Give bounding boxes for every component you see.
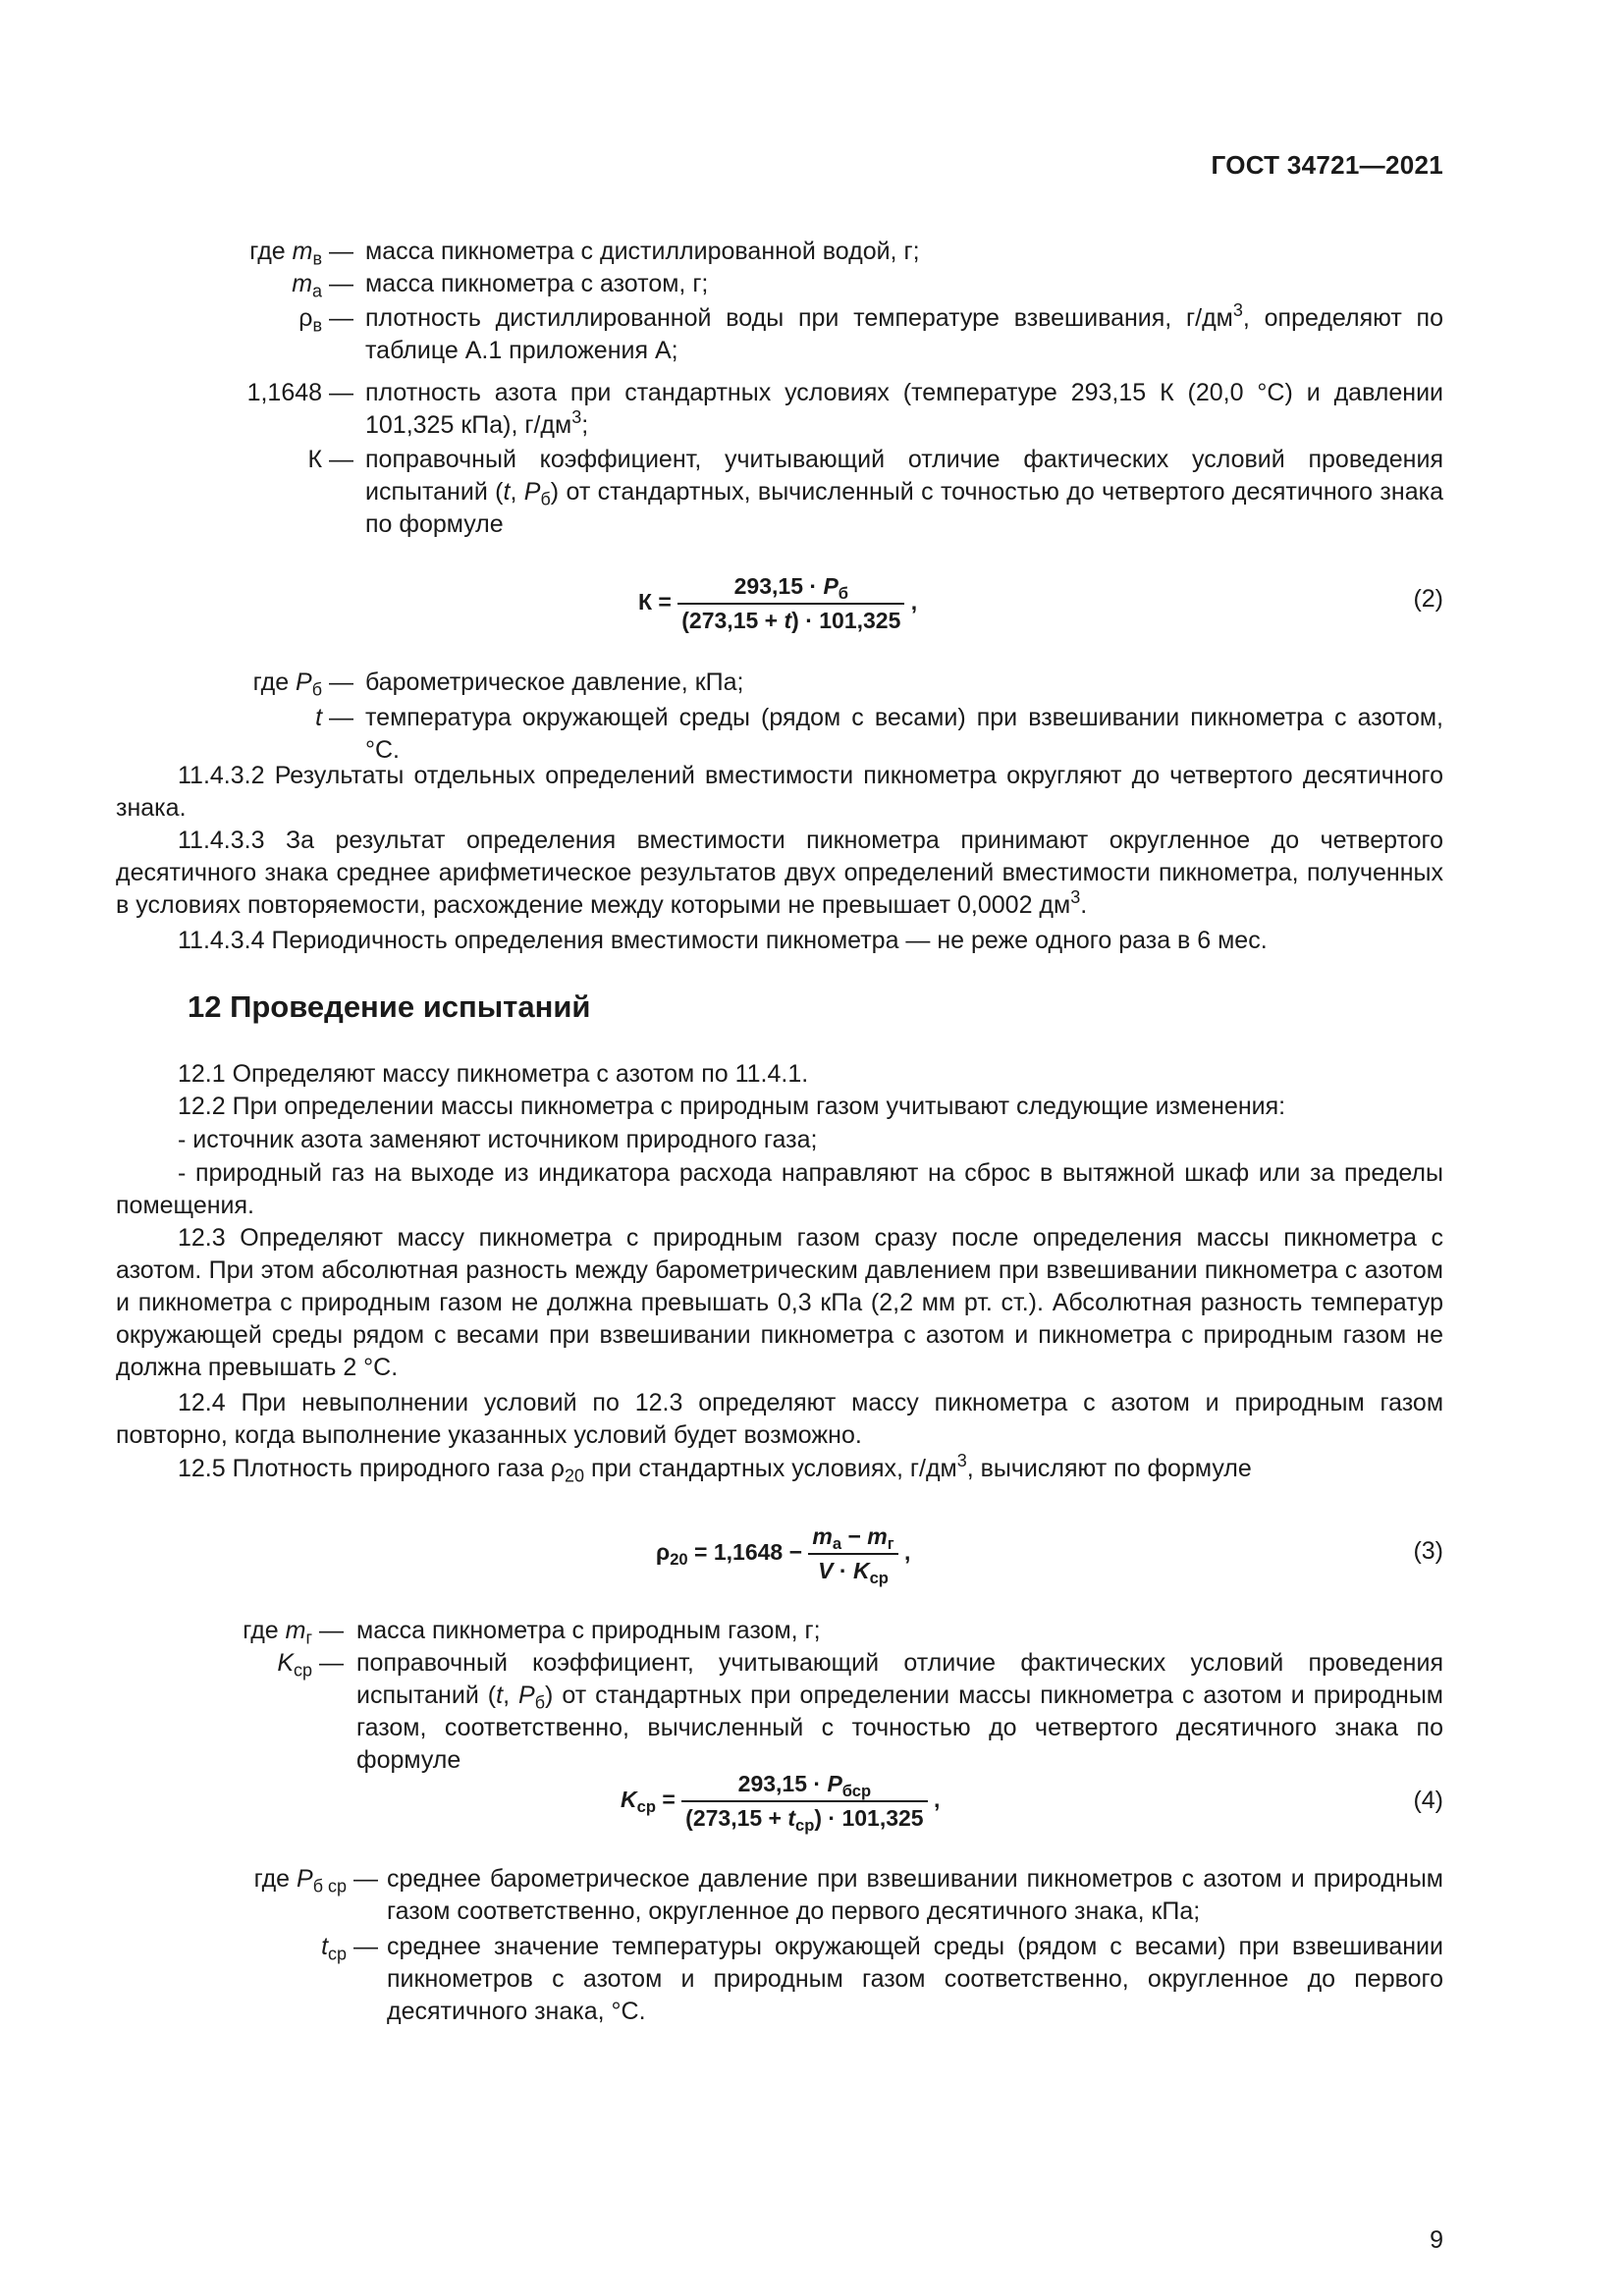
paragraph-12-4: 12.4 При невыполнении условий по 12.3 определяют массу пикнометра с азотом и природным газом повторно, когда выполнение указанных условий будет возможно. bbox=[116, 1389, 1443, 1449]
definition-m-g: где $m_г$ — масса пикнометра с природным газом, г; bbox=[116, 1615, 1443, 1647]
formula-4: $K_{ср}$ = $\frac{293,15 \cdot P_{бср}}{(273,15 + t_{ср}) \cdot 101,325}$ , bbox=[621, 1771, 941, 1835]
definition-text: масса пикнометра с природным газом, г; bbox=[356, 1617, 821, 1644]
definition-text: поправочный коэффициент, учитывающий отличие фактических условий проведения испытаний (t, $P_б$) от стандартных, вычисленный с точностью до четвертого десятичного знака по формуле bbox=[365, 446, 1443, 538]
definition-text: плотность азота при стандартных условиях (температуре 293,15 К (20,0 °С) и давлении 101,325 кПа), $г/дм^3$; bbox=[365, 379, 1443, 439]
equation-number-2: (2) bbox=[1413, 585, 1443, 613]
definition-k: К — поправочный коэффициент, учитывающий отличие фактических условий проведения испытаний (t, $P_б$) от стандартных, вычисленный с точностью до четвертого десятичного знака по формуле bbox=[116, 444, 1443, 542]
paragraph-12-3: 12.3 Определяют массу пикнометра с природным газом сразу после определения массы пикнометра с азотом. При этом абсолютная разность между барометрическим давлением при взвешивании пикнометра с азотом и пикнометра с природным газом не должна превышать 0,3 кПа (2,2 мм рт. ст.). Абсолютная разность температур окружающей среды рядом с весами при взвешивании пикнометра с азотом и пикнометра с природным газом не должна превышать 2 °С. bbox=[116, 1224, 1443, 1381]
page-number: 9 bbox=[1430, 2226, 1443, 2254]
definition-p-b-sr: где $P_{б ср}$ — среднее барометрическое давление при взвешивании пикнометров с азотом и природным газом соответственно, округленное до первого десятичного знака, кПа; bbox=[116, 1863, 1443, 1928]
definition-text: барометрическое давление, кПа; bbox=[365, 668, 744, 696]
equation-number-3: (3) bbox=[1413, 1537, 1443, 1565]
section-heading-12: 12 Проведение испытаний bbox=[188, 989, 591, 1024]
definition-p-b: где $P_б$ — барометрическое давление, кПа; bbox=[116, 667, 1443, 699]
definition-t: t — температура окружающей среды (рядом с весами) при взвешивании пикнометра с азотом, °С. bbox=[116, 702, 1443, 734]
paragraph-11-4-3-4: 11.4.3.4 Периодичность определения вместимости пикнометра — не реже одного раза в 6 мес. bbox=[178, 927, 1268, 954]
definition-text: температура окружающей среды (рядом с весами) при взвешивании пикнометра с азотом, °С. bbox=[365, 704, 1443, 764]
paragraph-12-5: 12.5 Плотность природного газа $\rho_{20}$ при стандартных условиях, $г/дм^3$, вычисляют по формуле bbox=[178, 1451, 1252, 1486]
definition-nitrogen-density: 1,1648 — плотность азота при стандартных условиях (температуре 293,15 К (20,0 °С) и давлении 101,325 кПа), $г/дм^3$; bbox=[116, 377, 1443, 442]
paragraph-12-1: 12.1 Определяют массу пикнометра с азотом по 11.4.1. bbox=[178, 1060, 809, 1088]
paragraph-11-4-3-3: 11.4.3.3 За результат определения вместимости пикнометра принимают округленное до четвертого десятичного знака среднее арифметическое результатов двух определений вместимости пикнометра, полученных в условиях повторяемости, расхождение между которыми не превышает 0,0002 $дм^3$. bbox=[116, 827, 1443, 919]
list-item: - природный газ на выходе из индикатора расхода направляют на сброс в вытяжной шкаф или за пределы помещения. bbox=[116, 1159, 1443, 1219]
definition-m-a: $m_а$ — масса пикнометра с азотом, г; bbox=[116, 268, 1443, 300]
formula-3-fraction: $\frac{m_а - m_г}{V \cdot K_{ср}}$ bbox=[808, 1523, 897, 1584]
definition-text: среднее значение температуры окружающей среды (рядом с весами) при взвешивании пикнометров с азотом и природным газом соответственно, округленное до первого десятичного знака, °С. bbox=[387, 1933, 1443, 2025]
definition-t-sr: $t_{ср}$ — среднее значение температуры окружающей среды (рядом с весами) при взвешивании пикнометров с азотом и природным газом соответственно, округленное до первого десятичного знака, °С. bbox=[116, 1931, 1443, 2029]
formula-2-fraction: $\frac{293,15 \cdot P_б}{(273,15 + t) \cdot 101,325}$ bbox=[677, 573, 904, 634]
definition-text: плотность дистиллированной воды при температуре взвешивания, $г/дм^3$, определяют по таблице А.1 приложения А; bbox=[365, 300, 1443, 364]
definition-text: поправочный коэффициент, учитывающий отличие фактических условий проведения испытаний (t, $P_б$) от стандартных при определении массы пикнометра с азотом и природным газом, соответственно, вычисленный с точностью до четвертого десятичного знака по формуле bbox=[356, 1649, 1443, 1774]
list-item: - источник азота заменяют источником природного газа; bbox=[178, 1126, 818, 1153]
definition-k-sr: $K_{ср}$ — поправочный коэффициент, учитывающий отличие фактических условий проведения испытаний (t, $P_б$) от стандартных при определении массы пикнометра с азотом и природным газом, соответственно, вычисленный с точностью до четвертого десятичного знака по формуле bbox=[116, 1647, 1443, 1745]
definition-rho-v: $\rho_в$ — плотность дистиллированной воды при температуре взвешивания, $г/дм^3$, определяют по таблице А.1 приложения А; bbox=[116, 302, 1443, 367]
formula-3: $\rho_{20} = 1,1648$ − $\frac{m_а - m_г}{V \cdot K_{ср}}$ , bbox=[656, 1523, 911, 1587]
standard-header: ГОСТ 34721—2021 bbox=[1211, 150, 1443, 180]
definition-text: среднее барометрическое давление при взвешивании пикнометров с азотом и природным газом соответственно, округленное до первого десятичного знака, кПа; bbox=[387, 1865, 1443, 1925]
definition-m-v: где $m_в$ — масса пикнометра с дистиллированной водой, г; bbox=[116, 236, 1443, 268]
formula-2: К = $\frac{293,15 \cdot P_б}{(273,15 + t) \cdot 101,325}$ , bbox=[638, 573, 918, 633]
equation-number-4: (4) bbox=[1413, 1787, 1443, 1814]
definition-text: масса пикнометра с азотом, г; bbox=[365, 270, 709, 297]
definition-text: масса пикнометра с дистиллированной водой, г; bbox=[365, 238, 920, 265]
formula-4-fraction: $\frac{293,15 \cdot P_{бср}}{(273,15 + t_{ср}) \cdot 101,325}$ bbox=[681, 1771, 927, 1832]
paragraph-11-4-3-2: 11.4.3.2 Результаты отдельных определений вместимости пикнометра округляют до четвертого десятичного знака. bbox=[116, 762, 1443, 822]
paragraph-12-2: 12.2 При определении массы пикнометра с природным газом учитывают следующие изменения: bbox=[178, 1093, 1286, 1120]
